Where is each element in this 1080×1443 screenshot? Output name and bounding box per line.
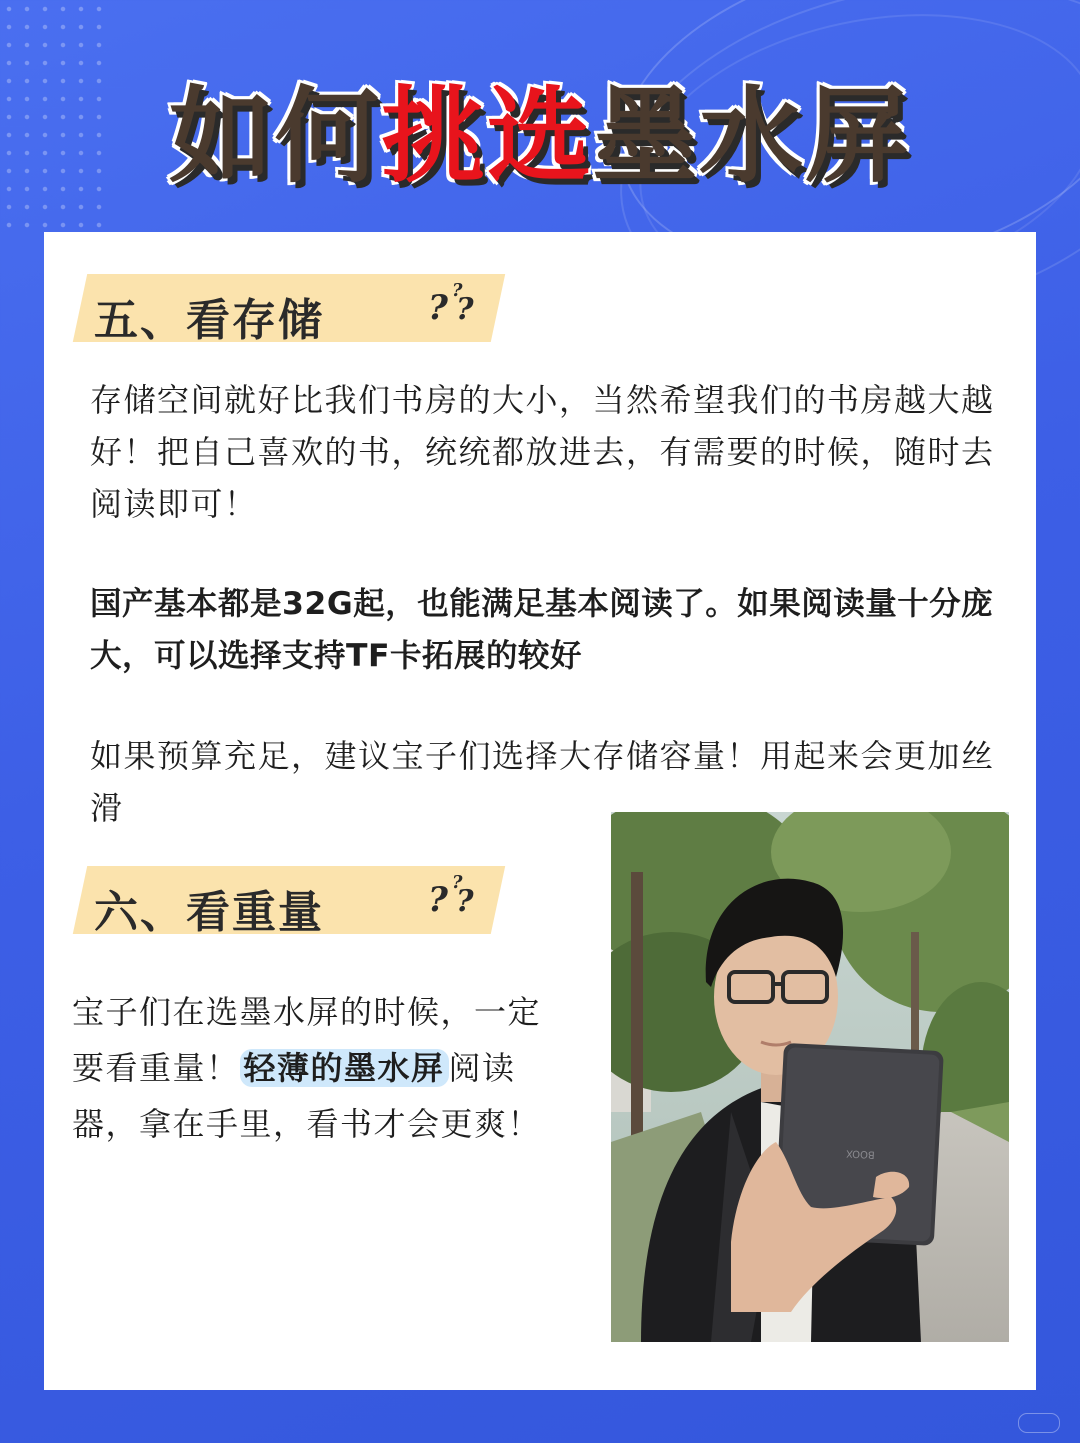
- section-6-paragraph: [72, 984, 547, 1152]
- watermark-badge: [1018, 1413, 1060, 1433]
- section-5-paragraph-3: 如果预算充足，建议宝子们选择大存储容量！用起来会更加丝滑: [90, 737, 995, 827]
- section-6-text-before: 宝子们在选墨水屏的时候，一定要看重量！: [72, 993, 542, 1087]
- section-5-heading: 五、看存储: [94, 295, 324, 346]
- title-part-1: 如何: [168, 75, 381, 197]
- highlighted-phrase: 轻薄的墨水屏: [240, 1049, 449, 1087]
- question-marks-icon: ? ? ?: [428, 872, 474, 920]
- page-title: [0, 62, 1080, 197]
- section-5-paragraph-2: 国产基本都是32G起，也能满足基本阅读了。如果阅读量十分庞大，可以选择支持TF卡拓展的较好: [90, 586, 994, 674]
- person-holding-ereader-photo: [611, 812, 1009, 1342]
- section-5-paragraph-1: 存储空间就好比我们书房的大小，当然希望我们的书房越大越好！把自己喜欢的书，统统都放进去，有需要的时候，随时去阅读即可！: [90, 381, 995, 523]
- title-part-3: 墨水屏: [593, 75, 912, 197]
- question-marks-icon: ? ? ?: [428, 280, 474, 328]
- section-6-heading: 六、看重量: [94, 887, 324, 938]
- device-brand-label: BOOX: [845, 1147, 875, 1160]
- section-6-text-after: 阅读器，拿在手里，看书才会更爽！: [72, 1049, 542, 1143]
- title-part-2: 挑选: [380, 75, 593, 197]
